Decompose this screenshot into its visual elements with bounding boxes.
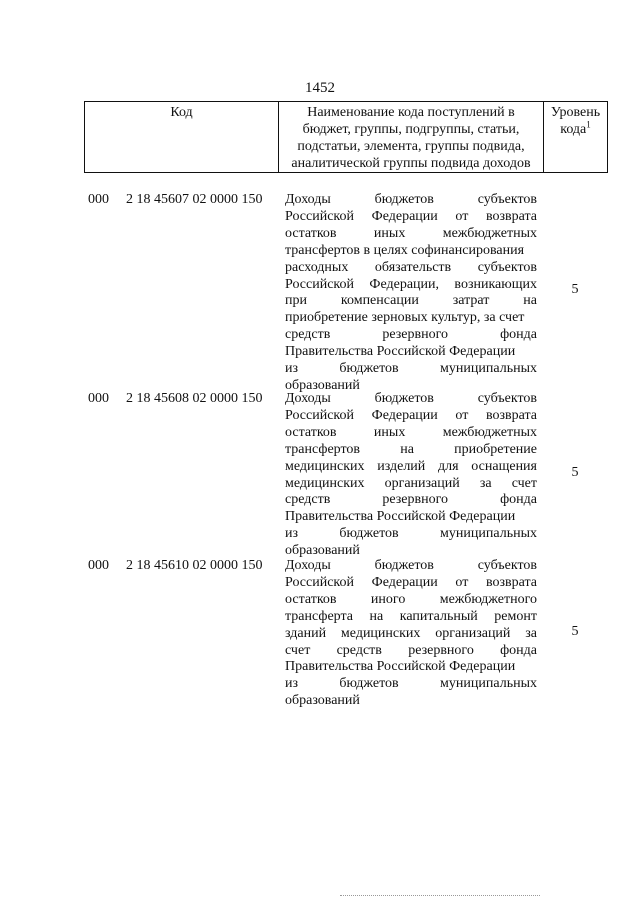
code-prefix: 000 [88, 558, 109, 573]
description-line: расходных обязательств субъектов [285, 259, 537, 275]
description-line: остатков иных межбюджетных [285, 424, 537, 440]
table-row [0, 192, 640, 397]
header-name-line: Наименование кода поступлений в [307, 105, 515, 120]
description-line: медицинских организаций за счет [285, 475, 537, 491]
header-code: Код [85, 102, 279, 173]
footnote-mark: 1 [586, 119, 591, 130]
code-prefix: 000 [88, 192, 109, 207]
scan-edge-mark [340, 895, 540, 897]
description-line: Доходы бюджетов субъектов [285, 558, 537, 573]
description-line: счет средств резервного фонда [285, 642, 537, 658]
description-line: при компенсации затрат на [285, 293, 537, 309]
description-line: медицинских изделий для оснащения [285, 458, 537, 474]
description-line: образований [285, 377, 360, 393]
revenue-code: 2 18 45607 02 0000 150 [126, 192, 263, 207]
description-line: из бюджетов муниципальных [285, 526, 537, 542]
description-line: остатков иных межбюджетных [285, 225, 537, 241]
description-line: Правительства Российской Федерации [285, 509, 516, 525]
description-line: приобретение зерновых культур, за счет [285, 310, 525, 326]
description-line: средств резервного фонда [285, 492, 537, 508]
header-name [279, 102, 544, 173]
description-line: образований [285, 693, 360, 709]
description-line: зданий медицинских организаций за [285, 625, 537, 641]
header-level-line: кода$^1$ [560, 119, 591, 137]
description-line: остатков иного межбюджетного [285, 591, 537, 607]
code-level: 5 [571, 282, 579, 297]
description-line: средств резервного фонда [285, 327, 537, 343]
description-line: образований [285, 543, 360, 559]
header-name-line: аналитической группы подвида доходов [291, 156, 531, 171]
revenue-code: 2 18 45608 02 0000 150 [126, 391, 263, 406]
revenue-code: 2 18 45610 02 0000 150 [126, 558, 263, 573]
description-line: Российской Федерации от возврата [285, 574, 537, 590]
description-line: трансфертов на приобретение [285, 441, 537, 457]
header-name-line: бюджет, группы, подгруппы, статьи, [302, 122, 520, 137]
description-line: Российской Федерации, возникающих [285, 276, 537, 292]
code-description [285, 558, 537, 710]
code-prefix: 000 [88, 391, 109, 406]
header-level [544, 102, 608, 173]
description-line: Доходы бюджетов субъектов [285, 192, 537, 207]
table-row [0, 391, 640, 561]
code-level: 5 [571, 624, 579, 639]
description-line: Правительства Российской Федерации [285, 659, 516, 675]
description-line: трансфертов в целях софинансирования [285, 242, 525, 258]
table-header [84, 101, 608, 173]
code-level: 5 [571, 465, 579, 480]
description-line: Правительства Российской Федерации [285, 344, 516, 360]
header-name-line: подстатьи, элемента, группы подвида, [297, 139, 525, 154]
code-description [285, 192, 537, 395]
description-line: Доходы бюджетов субъектов [285, 391, 537, 406]
description-line: из бюджетов муниципальных [285, 361, 537, 377]
description-line: трансферта на капитальный ремонт [285, 608, 537, 624]
description-line: из бюджетов муниципальных [285, 676, 537, 692]
header-level-line: Уровень [550, 105, 601, 120]
page-number: 1452 [305, 80, 335, 96]
code-description [285, 391, 537, 560]
description-line: Российской Федерации от возврата [285, 208, 537, 224]
table-row [0, 558, 640, 710]
description-line: Российской Федерации от возврата [285, 407, 537, 423]
